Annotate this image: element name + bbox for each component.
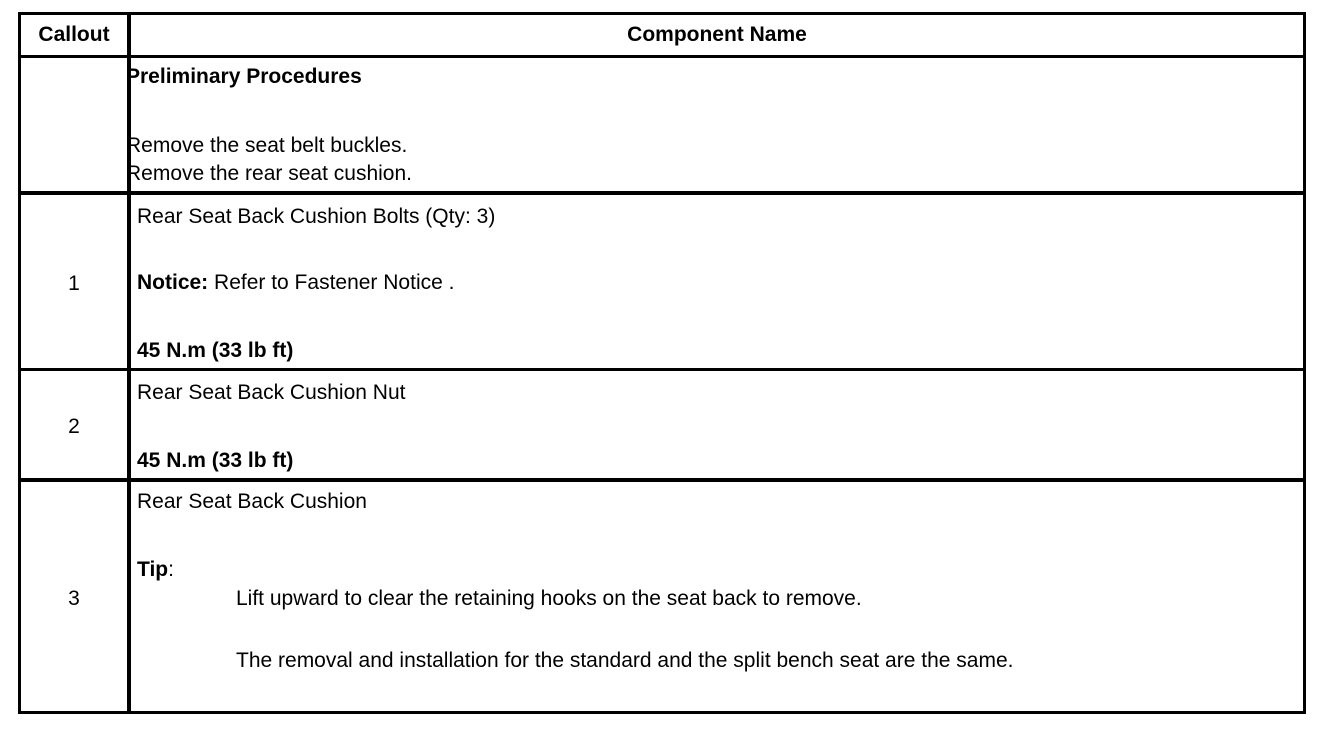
- tip-item: Lift upward to clear the retaining hooks on the seat back to remove.: [236, 587, 862, 610]
- row-divider: [21, 478, 1303, 482]
- column-divider: [127, 15, 131, 711]
- row-tip: [137, 558, 174, 582]
- preliminary-step: Remove the rear seat cushion.: [126, 162, 412, 185]
- tip-item: The removal and installation for the standard and the split bench seat are the same.: [236, 649, 1014, 672]
- row-divider: [21, 368, 1303, 371]
- row-torque: 45 N.m (33 lb ft): [137, 449, 294, 472]
- row-callout: 1: [68, 272, 80, 295]
- notice-text: Refer to Fastener Notice .: [208, 271, 455, 294]
- notice-label: Notice:: [137, 271, 209, 294]
- header-callout: Callout: [38, 23, 110, 46]
- procedure-table: [18, 12, 1306, 714]
- tip-colon: :: [168, 558, 174, 581]
- row-callout: 3: [68, 587, 80, 610]
- row-notice: [137, 271, 454, 295]
- header-divider: [21, 55, 1303, 58]
- preliminary-title: Preliminary Procedures: [126, 65, 362, 88]
- preliminary-step: Remove the seat belt buckles.: [126, 134, 408, 157]
- tip-label: Tip: [137, 558, 169, 581]
- row-component-name: Rear Seat Back Cushion: [137, 490, 367, 513]
- row-divider: [21, 191, 1303, 195]
- row-callout: 2: [68, 415, 80, 438]
- row-component-name: Rear Seat Back Cushion Nut: [137, 381, 406, 404]
- row-component-name: Rear Seat Back Cushion Bolts (Qty: 3): [137, 205, 496, 228]
- row-torque: 45 N.m (33 lb ft): [137, 339, 294, 362]
- header-component-name: Component Name: [627, 23, 807, 46]
